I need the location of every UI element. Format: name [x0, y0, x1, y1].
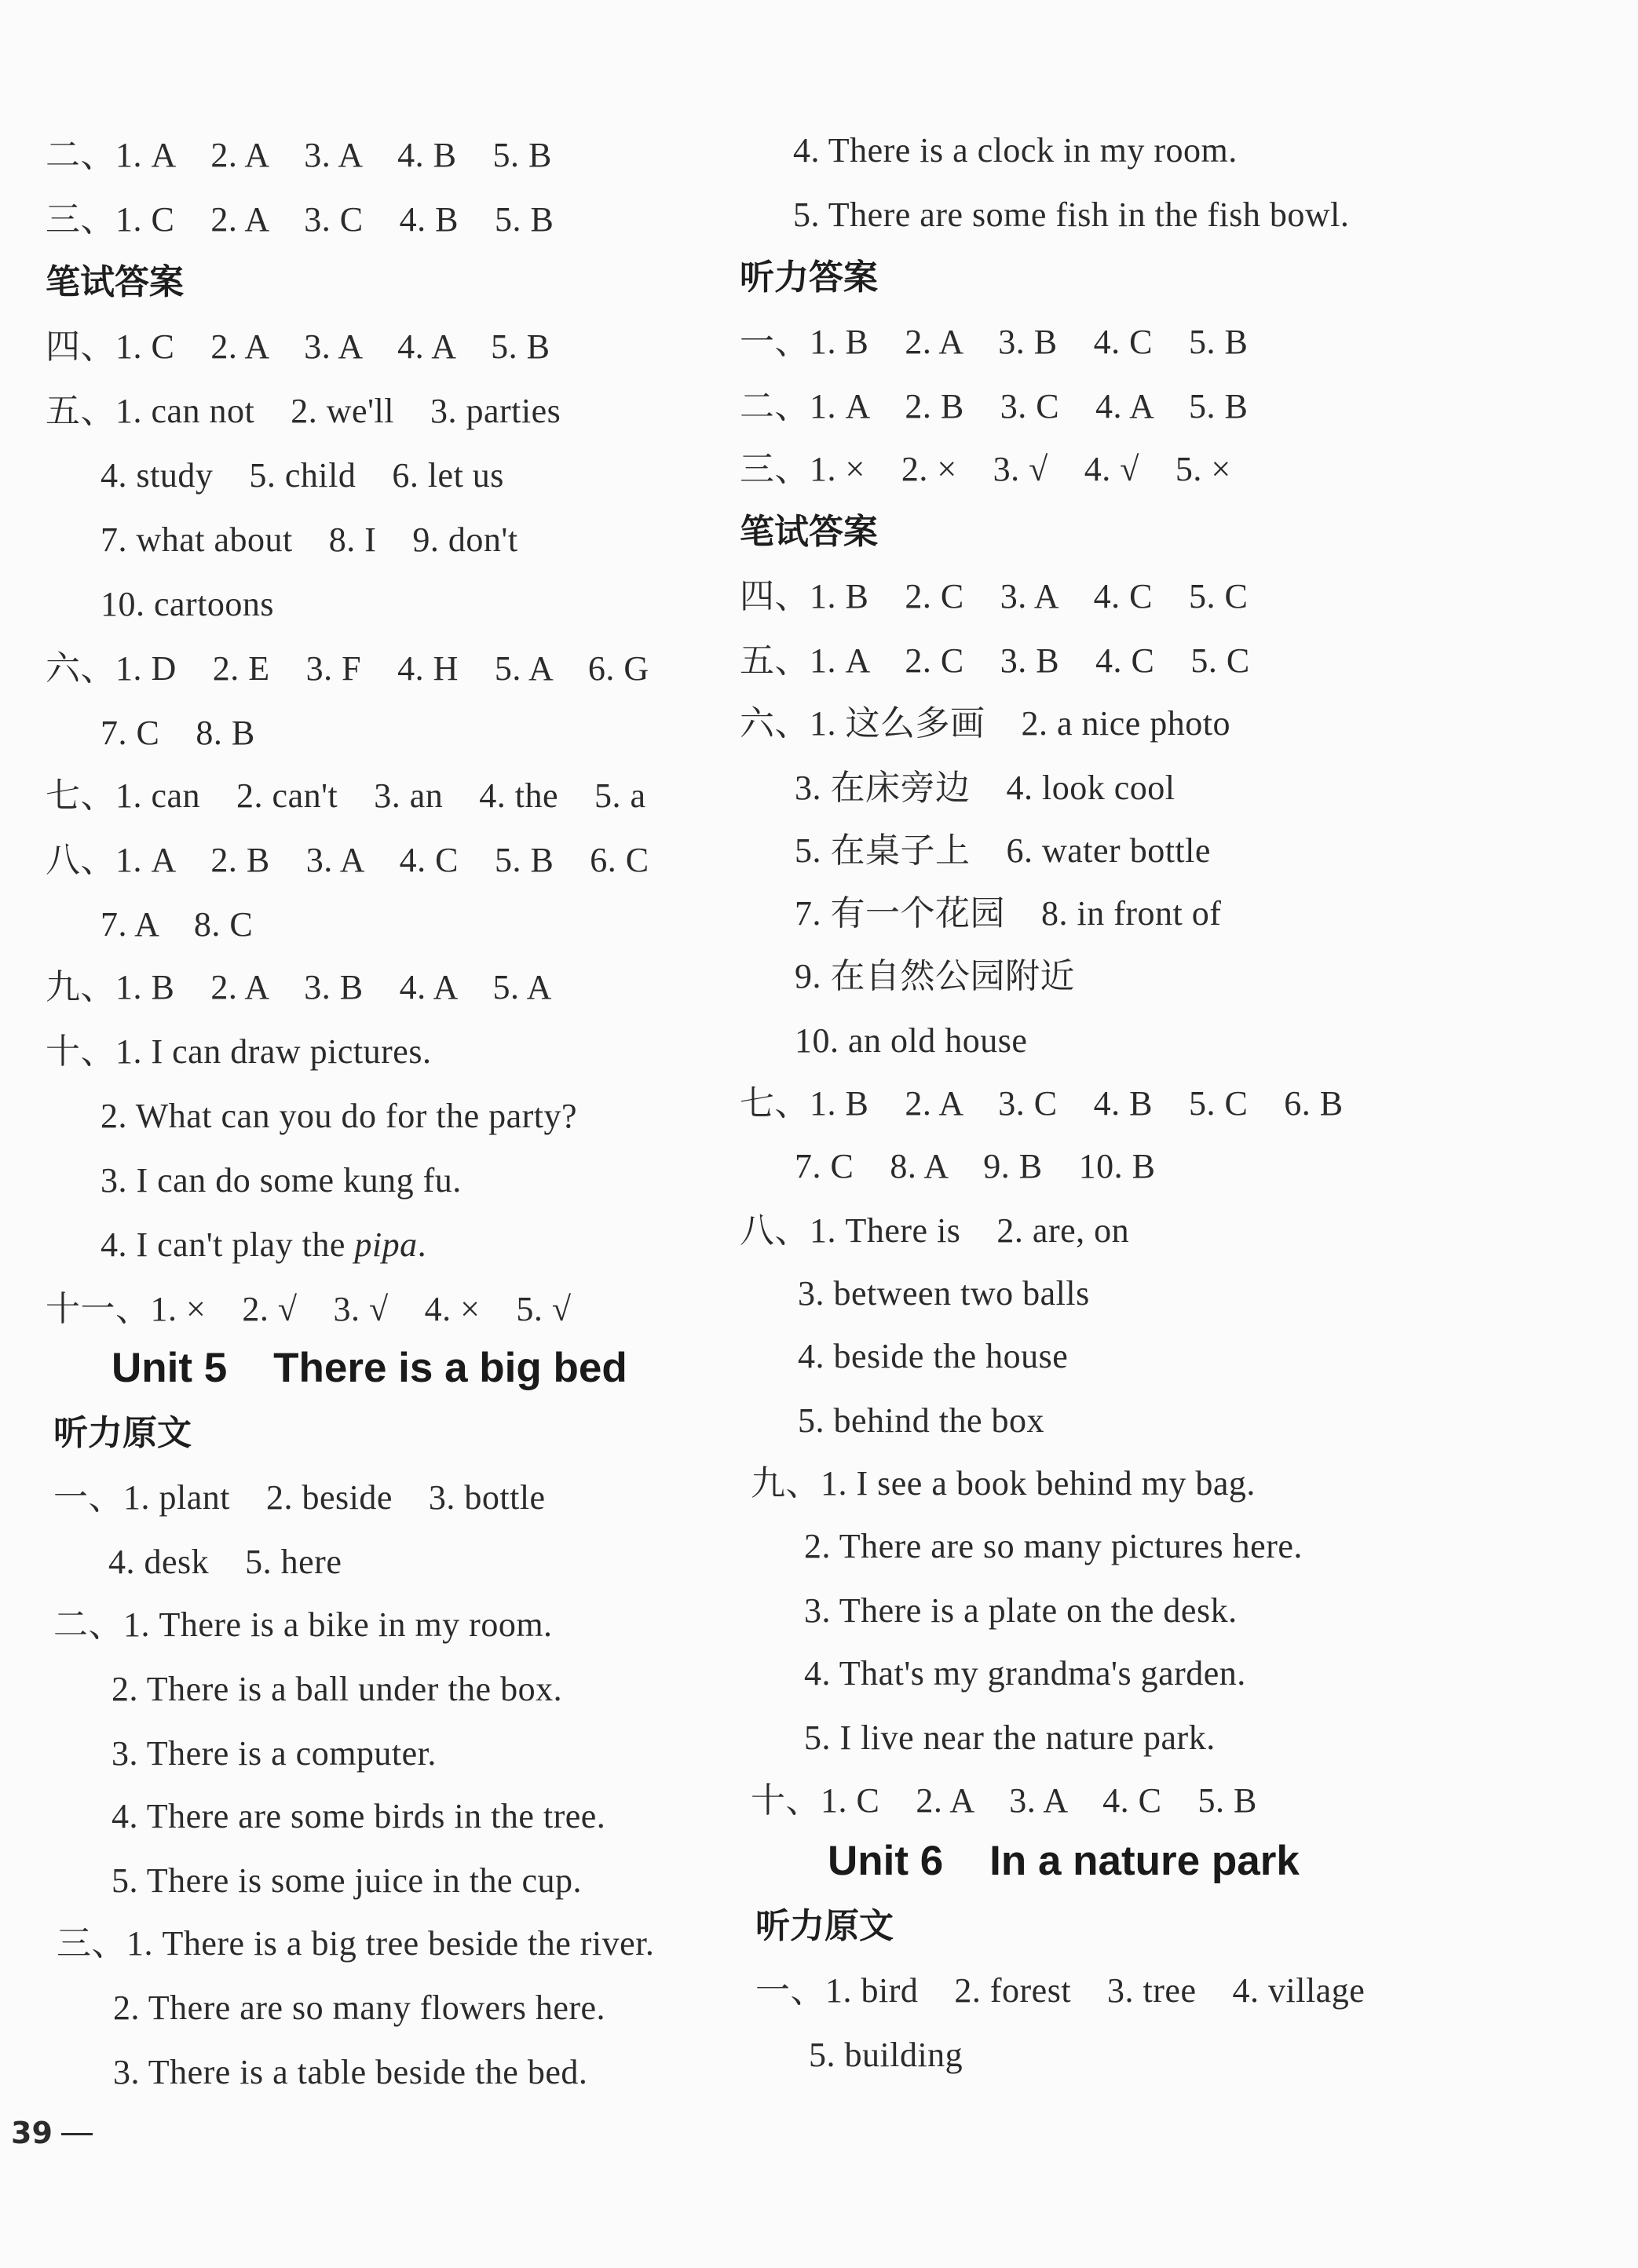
answer-line-wu-4: 10. cartoons [101, 585, 275, 623]
answer-line-jiu-2: 2. There are so many pictures here. [804, 1527, 1303, 1565]
listening-line-cont-4: 4. There is a clock in my room. [793, 131, 1238, 170]
answer-line-wu-3: 7. what about 8. I 9. don't [101, 520, 518, 559]
unit-6-title: Unit 6 In a nature park [828, 1838, 1300, 1884]
page-number-dash [61, 2133, 93, 2135]
answer-line-liu-1: 六、1. D 2. E 3. F 4. H 5. A 6. G [46, 649, 649, 688]
answer-line-wu-1: 五、1. can not 2. we'll 3. parties [46, 392, 561, 430]
answer-line-ba-1: 八、1. A 2. B 3. A 4. C 5. B 6. C [46, 841, 649, 879]
listening-line-san-1: 三、1. There is a big tree beside the river. [57, 1924, 655, 1963]
listening-line-yi-1: 一、1. bird 2. forest 3. tree 4. village [755, 1971, 1366, 2010]
answer-line-ba-2: 3. between two balls [798, 1274, 1090, 1313]
answer-line-wu: 五、1. A 2. C 3. B 4. C 5. C [740, 641, 1250, 680]
listening-line-san-2: 2. There are so many flowers here. [113, 1989, 606, 2027]
answer-line-shi-4 [101, 1222, 426, 1269]
answer-line-shiyi: 十一、1. × 2. √ 3. √ 4. × 5. √ [46, 1290, 572, 1328]
unit-5-title: Unit 5 There is a big bed [112, 1345, 627, 1391]
answer-line-qi-2: 7. C 8. A 9. B 10. B [795, 1147, 1156, 1185]
answer-line-liu-6: 10. an old house [795, 1021, 1028, 1060]
answer-text: 4. I can't play the [101, 1225, 355, 1264]
answer-italic-word: pipa [354, 1225, 418, 1264]
listening-line-er-5: 5. There is some juice in the cup. [112, 1861, 583, 1900]
answer-line-shi-3: 3. I can do some kung fu. [101, 1161, 462, 1200]
section-heading-listening-text: 听力原文 [755, 1906, 894, 1946]
answer-line-qi-1: 七、1. B 2. A 3. C 4. B 5. C 6. B [740, 1084, 1344, 1123]
listening-line-er-2: 2. There is a ball under the box. [112, 1670, 563, 1708]
answer-line-wu-2: 4. study 5. child 6. let us [101, 456, 504, 495]
listening-line-er-4: 4. There are some birds in the tree. [112, 1797, 606, 1835]
answer-line-yi: 一、1. B 2. A 3. B 4. C 5. B [740, 323, 1249, 361]
listening-line-yi-2: 4. desk 5. here [108, 1543, 342, 1581]
listening-line-yi-2: 5. building [809, 2036, 963, 2074]
answer-line-ba-3: 4. beside the house [798, 1337, 1069, 1375]
answer-line-liu-4: 7. 有一个花园 8. in front of [795, 894, 1222, 933]
answer-line-jiu-5: 5. I live near the nature park. [804, 1718, 1216, 1757]
answer-line-liu-1: 六、1. 这么多画 2. a nice photo [740, 704, 1231, 743]
answer-line-liu-2: 3. 在床旁边 4. look cool [795, 769, 1175, 807]
page-number: 39 [11, 2116, 53, 2150]
listening-line-san-3: 3. There is a table beside the bed. [113, 2053, 588, 2091]
listening-line-er-1: 二、1. There is a bike in my room. [53, 1605, 553, 1644]
answer-punctuation: . [417, 1225, 427, 1264]
answer-line-er: 二、1. A 2. A 3. A 4. B 5. B [46, 136, 552, 174]
listening-line-er-3: 3. There is a computer. [112, 1734, 437, 1773]
section-heading-written: 笔试答案 [46, 262, 184, 302]
answer-line-ba-4: 5. behind the box [798, 1401, 1045, 1440]
section-heading-listening-answers: 听力答案 [740, 257, 878, 298]
section-heading-written: 笔试答案 [740, 512, 878, 552]
answer-line-san: 三、1. C 2. A 3. C 4. B 5. B [46, 200, 554, 239]
answer-line-liu-5: 9. 在自然公园附近 [795, 957, 1075, 995]
answer-line-san: 三、1. × 2. × 3. √ 4. √ 5. × [740, 450, 1231, 488]
listening-line-yi-1: 一、1. plant 2. beside 3. bottle [53, 1478, 546, 1517]
answer-line-qi: 七、1. can 2. can't 3. an 4. the 5. a [46, 776, 646, 815]
answer-line-shi-2: 2. What can you do for the party? [101, 1097, 578, 1135]
answer-line-liu-2: 7. C 8. B [101, 714, 255, 752]
answer-line-jiu: 九、1. B 2. A 3. B 4. A 5. A [46, 968, 552, 1006]
answer-line-si: 四、1. C 2. A 3. A 4. A 5. B [46, 327, 550, 366]
answer-line-si: 四、1. B 2. C 3. A 4. C 5. C [740, 577, 1249, 615]
answer-line-jiu-1: 九、1. I see a book behind my bag. [751, 1464, 1256, 1503]
section-heading-listening-text: 听力原文 [53, 1413, 192, 1453]
answer-line-jiu-3: 3. There is a plate on the desk. [804, 1591, 1238, 1630]
answer-line-shi: 十、1. C 2. A 3. A 4. C 5. B [751, 1781, 1257, 1820]
answer-line-liu-3: 5. 在桌子上 6. water bottle [795, 831, 1211, 870]
answer-line-shi-1: 十、1. I can draw pictures. [46, 1032, 432, 1071]
answer-line-ba-2: 7. A 8. C [101, 905, 254, 944]
listening-line-cont-5: 5. There are some fish in the fish bowl. [793, 195, 1350, 234]
answer-line-ba-1: 八、1. There is 2. are, on [740, 1211, 1130, 1250]
answer-line-jiu-4: 4. That's my grandma's garden. [804, 1654, 1246, 1693]
answer-line-er: 二、1. A 2. B 3. C 4. A 5. B [740, 387, 1249, 425]
